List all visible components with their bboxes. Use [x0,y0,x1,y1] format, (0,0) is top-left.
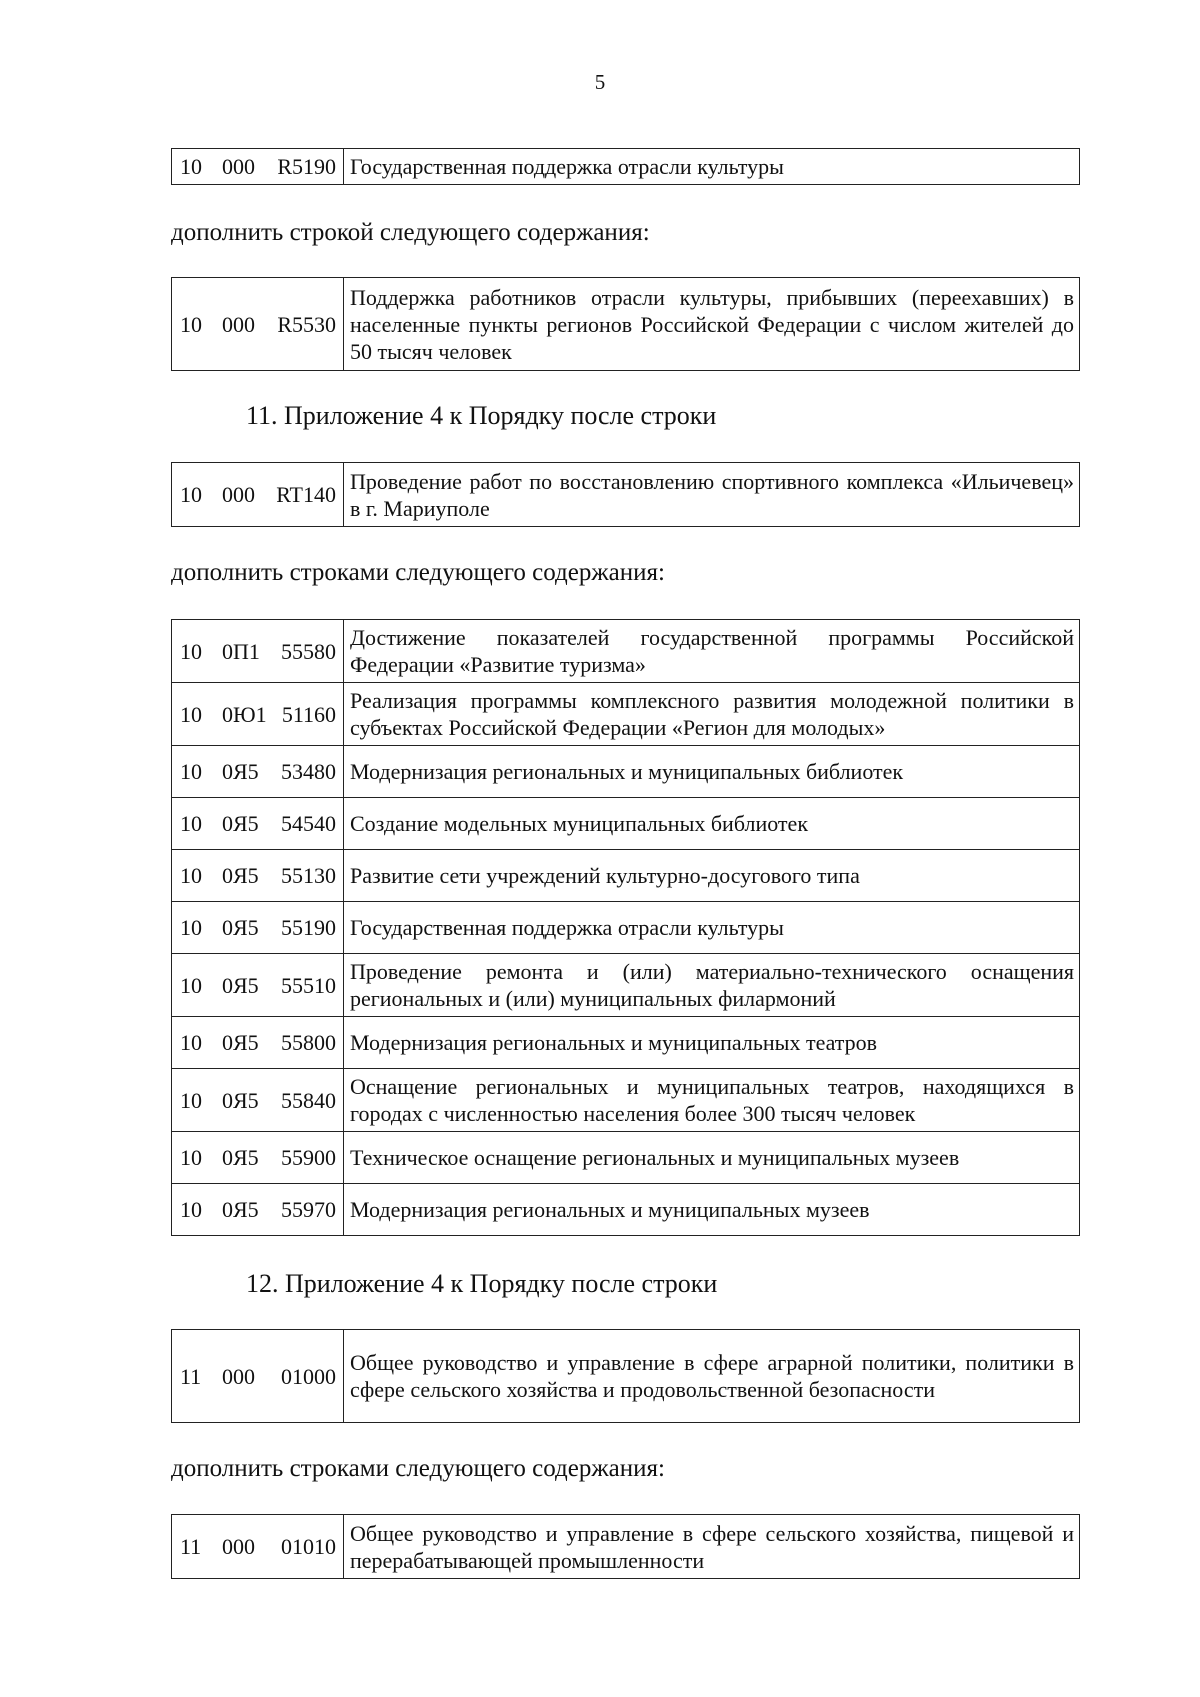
code-description: Модернизация региональных и муниципальных музеев [344,1184,1080,1236]
instruction-paragraph: дополнить строкой следующего содержания: [171,219,650,246]
code-part-2: 0Я5 [222,811,259,836]
code-part-2: 0Я5 [222,759,259,784]
table-row [172,620,1080,683]
classification-code [172,746,344,798]
code-description: Модернизация региональных и муниципальных библиотек [344,746,1080,798]
code-part-3: 51160 [281,701,336,727]
classification-code [172,1515,344,1579]
table-row [172,1184,1080,1236]
code-part-3: R5530 [277,311,336,337]
classification-code [172,798,344,850]
code-part-1: 10 [180,1030,202,1055]
classification-code [172,850,344,902]
code-part-1: 10 [180,311,202,337]
code-part-1: 10 [180,638,202,664]
classification-code [172,620,344,683]
code-description: Государственная поддержка отрасли культуры [344,149,1080,185]
code-description: Проведение ремонта и (или) материально-технического оснащения региональных и (или) муниципальных филармоний [344,954,1080,1017]
code-description: Создание модельных муниципальных библиотек [344,798,1080,850]
classification-code [172,463,344,527]
table-row [172,463,1080,527]
table-row [172,1069,1080,1132]
code-part-2: 000 [222,1363,255,1389]
code-table [171,277,1080,371]
code-part-1: 10 [180,1197,202,1222]
table-row [172,149,1080,185]
code-description: Общее руководство и управление в сфере аграрной политики, политики в сфере сельского хозяйства и продовольственной безопасности [344,1330,1080,1423]
classification-code [172,149,344,185]
code-part-1: 10 [180,1145,202,1170]
code-part-2: 0Я5 [222,1145,259,1170]
section-heading-11: 11. Приложение 4 к Порядку после строки [246,401,717,430]
classification-code [172,1330,344,1423]
code-part-3: 01010 [281,1534,336,1559]
code-part-1: 10 [180,972,202,998]
code-part-2: 0Я5 [222,1030,259,1055]
code-part-3: 55800 [281,1030,336,1055]
classification-code [172,683,344,746]
code-part-2: 0Я5 [222,1087,259,1113]
code-part-3: R5190 [277,154,336,179]
code-table-block-6 [171,1514,1080,1579]
code-part-3: 55970 [281,1197,336,1222]
code-table-block-4 [171,619,1080,1236]
code-part-1: 10 [180,154,202,179]
code-part-2: 0Я5 [222,972,259,998]
instruction-paragraph: дополнить строками следующего содержания: [171,1455,665,1482]
code-part-1: 10 [180,1087,202,1113]
code-part-2: 0П1 [222,638,260,664]
code-part-1: 10 [180,811,202,836]
table-row [172,746,1080,798]
classification-code [172,1132,344,1184]
code-table [171,148,1080,185]
code-description: Развитие сети учреждений культурно-досугового типа [344,850,1080,902]
table-row [172,954,1080,1017]
code-description: Государственная поддержка отрасли культуры [344,902,1080,954]
code-table-block-2 [171,277,1080,371]
table-row [172,1132,1080,1184]
code-part-2: 0Я5 [222,863,259,888]
code-part-1: 10 [180,701,202,727]
code-part-3: 55580 [281,638,336,664]
code-part-1: 11 [180,1534,202,1559]
code-part-2: 0Я5 [222,915,259,940]
table-row [172,1330,1080,1423]
code-description: Оснащение региональных и муниципальных театров, находящихся в городах с численностью населения более 300 тысяч человек [344,1069,1080,1132]
code-table [171,1514,1080,1579]
classification-code [172,1017,344,1069]
classification-code [172,1184,344,1236]
code-part-2: 0Я5 [222,1197,259,1222]
code-description: Общее руководство и управление в сфере сельского хозяйства, пищевой и перерабатывающей промышленности [344,1515,1080,1579]
code-part-3: 55840 [281,1087,336,1113]
section-heading-12: 12. Приложение 4 к Порядку после строки [246,1269,718,1298]
code-part-3: 55900 [281,1145,336,1170]
table-row [172,1017,1080,1069]
code-description: Техническое оснащение региональных и муниципальных музеев [344,1132,1080,1184]
code-part-2: 000 [222,1534,255,1559]
code-table-block-5 [171,1329,1080,1423]
code-part-1: 10 [180,915,202,940]
table-row [172,278,1080,371]
code-part-2: 000 [222,154,255,179]
code-table [171,1329,1080,1423]
code-part-3: 55190 [281,915,336,940]
instruction-paragraph: дополнить строками следующего содержания: [171,559,665,586]
table-row [172,902,1080,954]
classification-code [172,902,344,954]
table-row [172,798,1080,850]
table-row [172,1515,1080,1579]
code-description: Проведение работ по восстановлению спортивного комплекса «Ильичевец» в г. Мариуполе [344,463,1080,527]
code-part-3: 55510 [281,972,336,998]
code-description: Реализация программы комплексного развития молодежной политики в субъектах Российской Федерации «Регион для молодых» [344,683,1080,746]
code-part-3: 54540 [281,811,336,836]
code-part-1: 11 [180,1363,202,1389]
code-description: Поддержка работников отрасли культуры, прибывших (переехавших) в населенные пункты регионов Российской Федерации с числом жителей до 50 тысяч человек [344,278,1080,371]
code-part-1: 10 [180,482,202,507]
code-part-3: 53480 [281,759,336,784]
code-description: Достижение показателей государственной программы Российской Федерации «Развитие туризма» [344,620,1080,683]
code-part-2: 000 [222,482,255,507]
code-table-block-1 [171,148,1080,185]
code-part-3: RT140 [276,482,336,507]
page-number: 5 [594,70,606,94]
code-description: Модернизация региональных и муниципальных театров [344,1017,1080,1069]
code-part-1: 10 [180,759,202,784]
classification-code [172,954,344,1017]
classification-code [172,278,344,371]
code-table [171,619,1080,1236]
code-table-block-3 [171,462,1080,527]
table-row [172,850,1080,902]
code-part-2: 0Ю1 [222,701,267,727]
code-part-2: 000 [222,311,255,337]
code-part-1: 10 [180,863,202,888]
code-part-3: 01000 [281,1363,336,1389]
classification-code [172,1069,344,1132]
code-part-3: 55130 [281,863,336,888]
code-table [171,462,1080,527]
table-row [172,683,1080,746]
